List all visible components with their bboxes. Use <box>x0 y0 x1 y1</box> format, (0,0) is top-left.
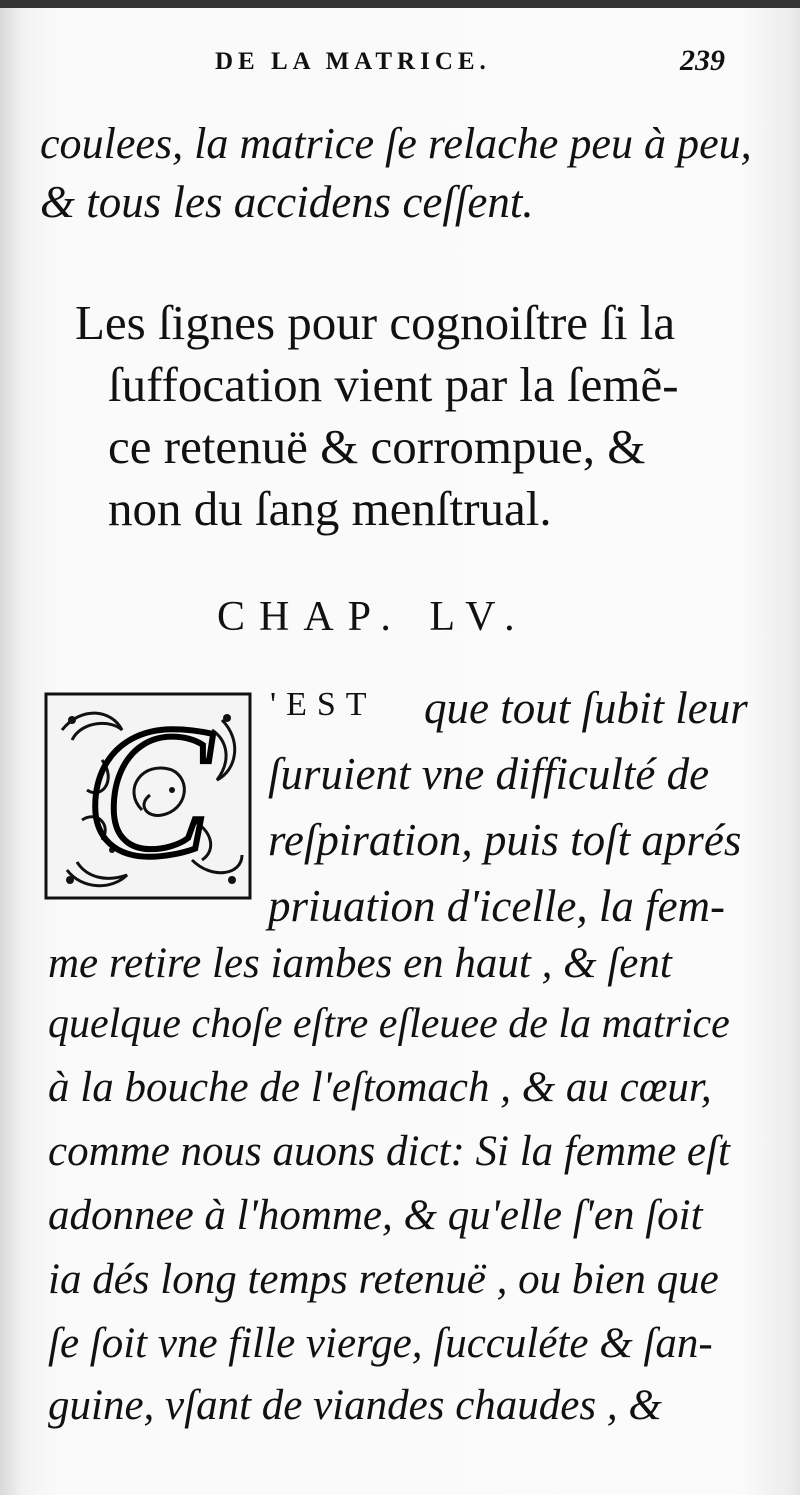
body-line: ſuruient vne difficulté de <box>268 749 710 799</box>
ornamental-drop-cap <box>42 690 254 902</box>
body-line: quelque choſe eſtre eſleuee de la matrice <box>48 1001 730 1047</box>
body-line: comme nous auons dict: Si la femme eſt <box>48 1128 730 1175</box>
text-line: coulees, la matrice ſe relache peu à peu, <box>40 119 752 168</box>
page-header <box>0 44 800 84</box>
drop-cap-letter: C <box>84 690 212 897</box>
section-heading-line: Les ſignes pour cognoiſtre ſi la <box>75 295 676 350</box>
body-line: reſpiration, puis toſt aprés <box>268 815 742 865</box>
page-number: 239 <box>680 44 725 77</box>
section-heading-line: ſuffocation vient par la ſemẽ- <box>108 357 679 412</box>
body-first-word: 'EST <box>270 686 377 723</box>
body-line: adonnee à l'homme, & qu'elle ſ'en ſoit <box>48 1192 703 1239</box>
text-line: & tous les accidens ceſſent. <box>40 177 534 227</box>
section-heading-line: non du ſang menſtrual. <box>108 481 552 536</box>
body-line: que tout ſubit leur <box>424 683 748 733</box>
body-line: à la bouche de l'eſtomach , & au cœur, <box>48 1064 712 1111</box>
running-head: DE LA MATRICE. <box>215 48 491 75</box>
body-line: me retire les iambes en haut , & ſent <box>48 940 672 987</box>
body-line: ſe ſoit vne fille vierge, ſucculéte & ſan- <box>48 1320 713 1367</box>
body-line: guine, vſant de viandes chaudes , & <box>48 1382 662 1429</box>
chapter-title: CHAP. LV. <box>217 594 529 640</box>
section-heading-line: ce retenuë & corrompue, & <box>108 419 646 474</box>
body-line: priuation d'icelle, la fem- <box>268 881 726 931</box>
body-line: ia dés long temps retenuë , ou bien que <box>48 1256 719 1303</box>
